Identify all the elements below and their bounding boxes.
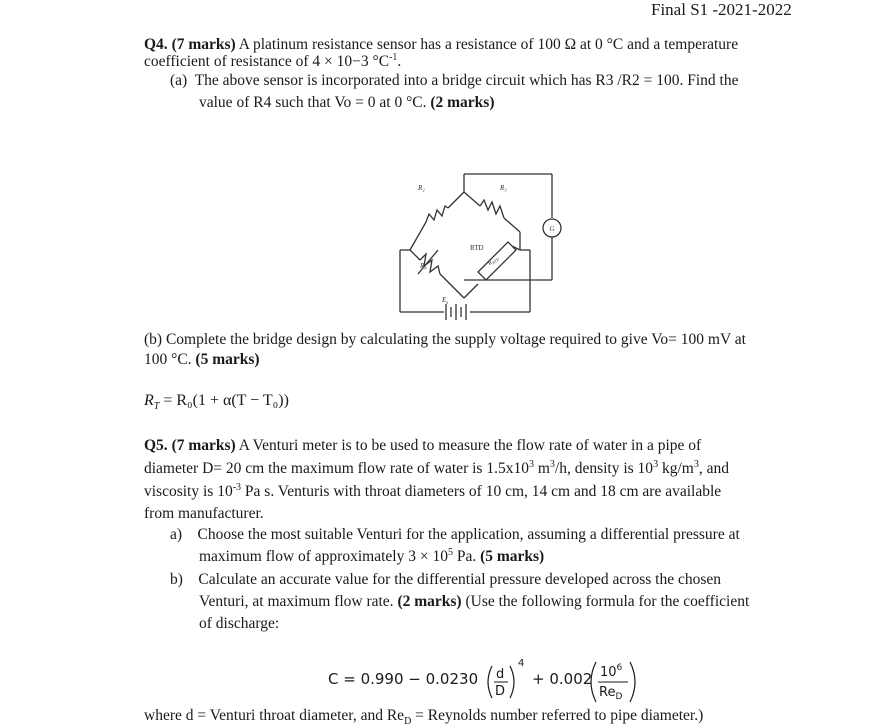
q4b-line1: (b) Complete the bridge design by calculating the supply voltage required to give Vo= 100 mV at — [144, 331, 746, 348]
q5b-text2a: Venturi, at maximum flow rate. — [199, 593, 394, 610]
wire-r2-a — [410, 222, 426, 250]
q4b-text2: 100 °C. — [144, 351, 192, 368]
rtd-formula-rest: = R₀(1 + α(T − T₀)) — [159, 392, 289, 409]
q5a-text2b: Pa. — [452, 548, 477, 565]
wire-r2-b — [448, 192, 464, 208]
q4-text1: A platinum resistance sensor has a resistance of 100 Ω at 0 °C and a temperature — [238, 36, 739, 53]
label-rrtd: $R_{RTD}$ — [487, 256, 501, 267]
resistor-r2 — [426, 206, 448, 222]
label-r4: R₄ — [420, 262, 427, 270]
q4a-marks: (2 marks) — [430, 94, 495, 111]
formula-where-line — [144, 707, 703, 725]
q5-text2d: kg/m — [658, 460, 694, 477]
q5a-line2 — [199, 546, 544, 568]
label-rtd: RTD — [470, 244, 484, 252]
q5-intro-line2 — [144, 458, 729, 480]
q5b-text2b: (Use the following formula for the coefficient — [461, 593, 750, 610]
q5-intro-line4: from manufacturer. — [144, 505, 264, 522]
q5a-marks: (5 marks) — [480, 548, 545, 565]
formula-frac2-den: $Re_D$ — [599, 685, 623, 702]
q5a-text1: Choose the most suitable Venturi for the application, assuming a differential pressure at — [197, 526, 740, 543]
where-b: = Reynolds number referred to pipe diameter.) — [411, 707, 704, 724]
label-es: $E_s$ — [442, 296, 449, 306]
q4a-label: (a) — [170, 72, 188, 89]
label-r3: R₃ — [500, 184, 507, 192]
q4a-line2 — [199, 92, 495, 114]
q5-sup3: 3 — [653, 458, 659, 470]
wire-r4-b — [440, 274, 464, 298]
label-r2: R₂ — [418, 184, 425, 192]
q5a-line1 — [170, 524, 740, 546]
bridge-circuit-diagram — [392, 170, 562, 320]
discharge-coefficient-formula — [310, 652, 640, 704]
q4a-text2: value of R4 such that Vo = 0 at 0 °C. — [199, 94, 427, 111]
q5b-text1: Calculate an accurate value for the differential pressure developed across the chosen — [198, 571, 722, 588]
q5-text2a: diameter D= 20 cm the maximum flow rate of water is 1.5x10 — [144, 460, 529, 477]
formula-frac1-den: D — [495, 684, 506, 699]
q4b-marks: (5 marks) — [195, 351, 260, 368]
q5b-line3: of discharge: — [199, 615, 280, 632]
q5-text2e: , and — [698, 460, 729, 477]
q5-sup4: 3 — [693, 458, 699, 470]
formula-paren2-right — [630, 662, 635, 702]
q4b-line2 — [144, 349, 260, 371]
q5b-marks: (2 marks) — [397, 593, 462, 610]
q5-text2b: m — [533, 460, 550, 477]
q5-text1: A Venturi meter is to be used to measure the flow rate of water in a pipe of — [238, 437, 702, 454]
wire-r4-a — [410, 250, 420, 260]
q5-label: Q5. — [144, 437, 168, 454]
q5-intro-line1 — [144, 435, 701, 457]
q4a-line1 — [170, 70, 739, 92]
formula-mid: + 0.002 — [532, 670, 593, 688]
label-g: G — [549, 225, 555, 233]
q4-text2-end: . — [397, 53, 402, 70]
wire-rtd-a — [464, 284, 478, 298]
q4-text2-sup: -1 — [389, 51, 398, 63]
q5-text2c: /h, density is 10 — [554, 460, 654, 477]
q5-intro-line3 — [144, 481, 721, 503]
q5a-sup: 5 — [447, 546, 453, 558]
q5-marks: (7 marks) — [171, 437, 236, 454]
q5-text3b: Pa s. Venturis with throat diameters of 10 cm, 14 cm and 18 cm are available — [241, 483, 722, 500]
where-sub: D — [404, 716, 412, 725]
q5-text3-sup: -3 — [232, 481, 242, 493]
rtd-formula-sub: T — [153, 401, 160, 413]
q5-text3a: viscosity is 10 — [144, 483, 233, 500]
q4a-text1: The above sensor is incorporated into a bridge circuit which has R3 /R2 = 100. Find the — [194, 72, 739, 89]
formula-lhs: C = 0.990 − 0.0230 — [328, 670, 479, 688]
formula-frac1-num: d — [496, 667, 505, 682]
rtd-formula-r: R — [144, 392, 154, 409]
rtd-formula — [144, 392, 289, 412]
q4-marks: (7 marks) — [171, 36, 236, 53]
formula-paren1-left — [488, 666, 492, 698]
q5-sup1: 3 — [528, 458, 534, 470]
formula-exp: 4 — [518, 658, 525, 669]
wire-r3-b — [504, 218, 520, 232]
q4-text2: coefficient of resistance of 4 × 10−3 °C — [144, 53, 390, 70]
q4-label: Q4. — [144, 36, 168, 53]
q5b-line2 — [199, 591, 749, 613]
resistor-r3 — [480, 200, 504, 218]
q5a-text2a: maximum flow of approximately 3 × 10 — [199, 548, 448, 565]
formula-paren1-right — [510, 666, 514, 698]
where-a: where d = Venturi throat diameter, and Re — [144, 707, 405, 724]
wire-r3-a — [464, 192, 480, 206]
q5-sup2: 3 — [549, 458, 555, 470]
q5a-label: a) — [170, 526, 183, 543]
page-header-title: Final S1 -2021-2022 — [651, 0, 792, 19]
q5b-label: b) — [170, 571, 183, 588]
q5b-line1 — [170, 569, 721, 591]
formula-frac2-num: $10^6$ — [600, 663, 623, 680]
